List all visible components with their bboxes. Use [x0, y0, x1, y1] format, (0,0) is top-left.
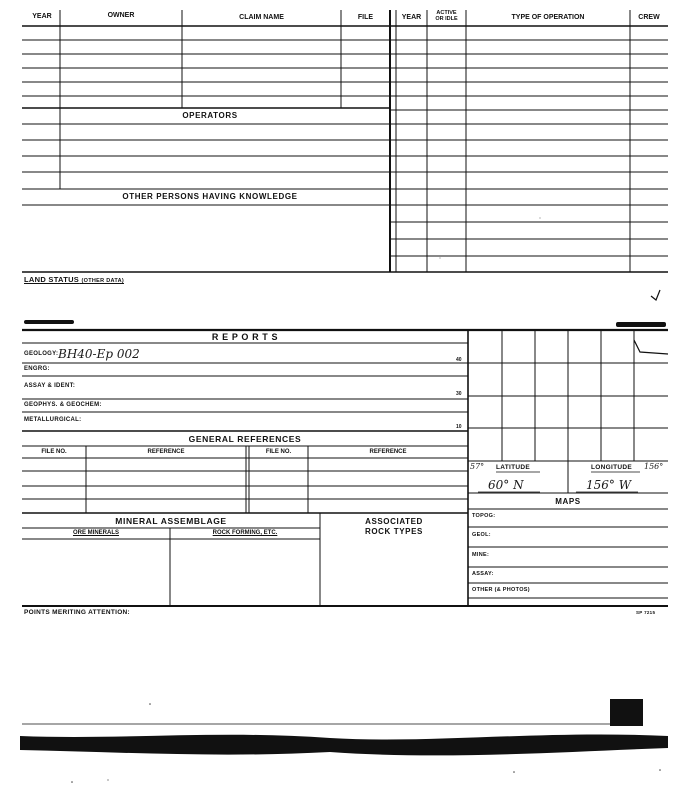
- associated-line2: ROCK TYPES: [364, 527, 423, 536]
- col-file-header: FILE: [357, 14, 374, 21]
- col-year2-header: YEAR: [401, 14, 422, 21]
- long-value: 156° W: [586, 478, 632, 492]
- associated-line1: ASSOCIATED: [365, 517, 423, 526]
- longitude-label: LONGITUDE: [591, 464, 632, 471]
- maps-assay-label: ASSAY:: [472, 571, 494, 577]
- num-30: 30: [456, 391, 462, 397]
- geophys-label: GEOPHYS. & GEOCHEM:: [24, 402, 102, 408]
- lat-value: 60° N: [488, 478, 524, 492]
- metallurgical-label: METALLURGICAL:: [24, 417, 82, 423]
- long-suffix: 156°: [644, 462, 664, 471]
- col-reference-2: REFERENCE: [369, 449, 407, 455]
- col-active-line2: OR IDLE: [435, 16, 458, 22]
- maps-mine-label: MINE:: [472, 552, 490, 558]
- associated-rock-types: [320, 517, 468, 537]
- land-status-label: [24, 275, 124, 284]
- col-claim-name-header: CLAIM NAME: [239, 14, 284, 21]
- col-owner-header: OWNER: [107, 12, 135, 19]
- col-reference: REFERENCE: [147, 449, 185, 455]
- mineral-assemblage-heading: MINERAL ASSEMBLAGE: [115, 516, 227, 526]
- col-year-header: YEAR: [32, 13, 52, 20]
- col-crew-header: CREW: [638, 14, 660, 21]
- col-type-header: TYPE OF OPERATION: [511, 14, 585, 21]
- other-persons-heading: OTHER PERSONS HAVING KNOWLEDGE: [122, 192, 298, 201]
- latitude-label: LATITUDE: [496, 464, 531, 471]
- num-40: 40: [456, 357, 462, 363]
- general-references-heading: GENERAL REFERENCES: [188, 434, 302, 444]
- lat-prefix: 57°: [470, 462, 485, 471]
- form-number: SP 7215: [636, 610, 656, 615]
- rock-forming-header: ROCK FORMING, ETC.: [212, 530, 278, 536]
- maps-topog-label: TOPOG:: [472, 513, 496, 519]
- geology-label: GEOLOGY:: [24, 351, 59, 357]
- maps-geol-label: GEOL:: [472, 532, 491, 538]
- col-file-no: FILE NO.: [41, 449, 67, 455]
- engrg-label: ENGRG:: [24, 366, 50, 372]
- col-active-line1: ACTIVE: [436, 10, 457, 16]
- land-status-title: LAND STATUS: [24, 275, 80, 284]
- operators-heading: OPERATORS: [182, 111, 238, 120]
- reports-heading: R E P O R T S: [211, 332, 279, 342]
- geology-value: BH40-Ep 002: [58, 347, 140, 361]
- land-status-sub: (OTHER DATA): [81, 278, 124, 284]
- col-active-header: [427, 10, 466, 22]
- ore-minerals-header: ORE MINERALS: [72, 530, 119, 536]
- maps-heading: MAPS: [555, 497, 581, 506]
- num-10: 10: [456, 424, 462, 430]
- maps-other-label: OTHER (& PHOTOS): [472, 587, 530, 593]
- col-file-no-2: FILE NO.: [265, 449, 292, 455]
- points-meriting-attention: POINTS MERITING ATTENTION:: [24, 609, 131, 616]
- assay-ident-label: ASSAY & IDENT:: [24, 383, 76, 389]
